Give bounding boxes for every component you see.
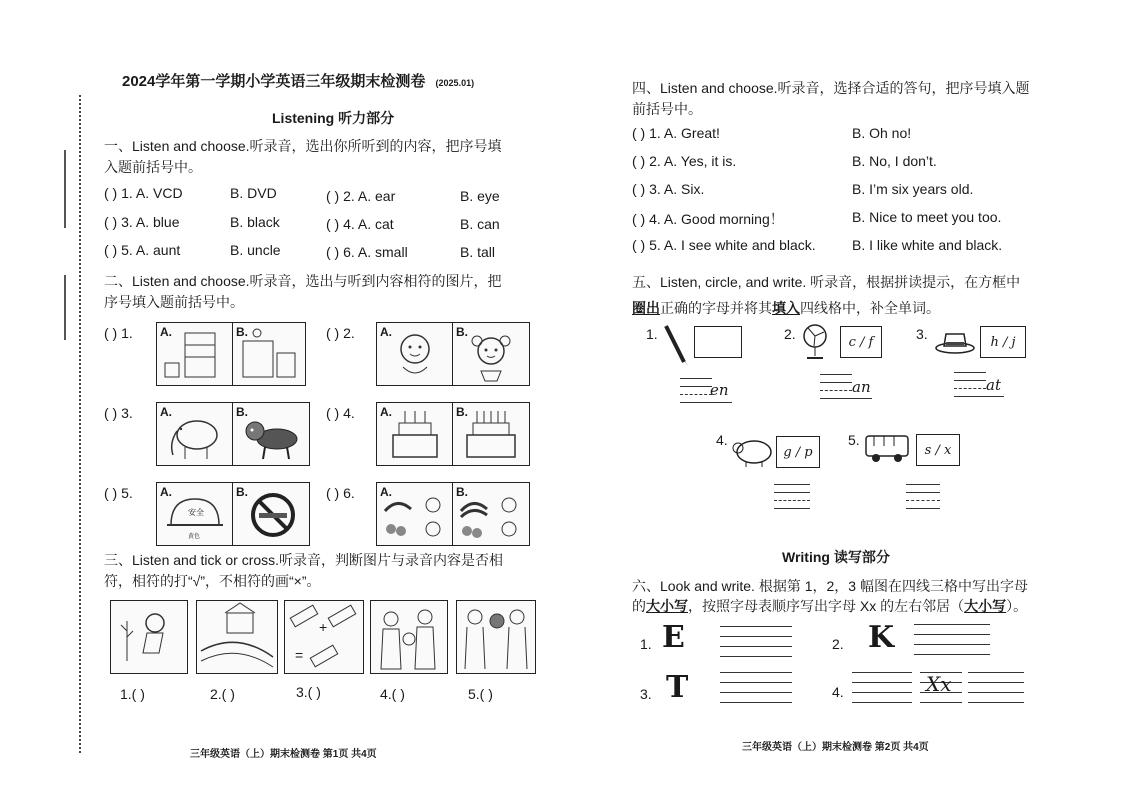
part5-item3-line4 xyxy=(954,396,1004,397)
part4-q5[interactable]: ( ) 5. A. I see white and black. xyxy=(632,237,816,253)
margin-line-mid xyxy=(64,275,66,340)
part5-item3-num: 3. xyxy=(916,326,928,342)
part3-answer-5[interactable]: 5.( ) xyxy=(468,686,493,702)
part5-item4-choice-box[interactable]: g / p xyxy=(776,436,820,468)
part3-answer-2[interactable]: 2.( ) xyxy=(210,686,235,702)
part6-item4-right-line1 xyxy=(968,672,1024,673)
part6-item4-left-line1 xyxy=(852,672,912,673)
part3-answer-1[interactable]: 1.( ) xyxy=(120,686,145,702)
part3-picture-4 xyxy=(370,600,448,674)
part1-q1-b: B. DVD xyxy=(230,185,277,201)
part5-item2-line2 xyxy=(820,382,852,383)
part1-q2-b: B. eye xyxy=(460,188,500,204)
part4-q3-b: B. I’m six years old. xyxy=(852,181,974,197)
part6-item1-line2 xyxy=(720,636,792,637)
part6-item2-line4 xyxy=(914,654,990,655)
part1-instruction-line1: 一、Listen and choose.听录音，选出你所听到的内容，把序号填 xyxy=(104,138,502,154)
part5-item2-choice-box[interactable]: c / f xyxy=(840,326,882,358)
part2-instruction-line2: 序号填入题前括号中。 xyxy=(104,294,244,310)
part6-instruction-line2: 的大小写，按照字母表顺序写出字母 Xx 的左右邻居（大小写）。 xyxy=(632,598,1028,614)
part5-instruction-line1: 五、Listen, circle, and write. 听录音，根据拼读提示，在方框中 xyxy=(632,274,1021,290)
part5-item3-ending: at xyxy=(986,376,1001,394)
part6-item1-line3 xyxy=(720,646,792,647)
part4-q5-b: B. I like white and black. xyxy=(852,237,1003,253)
part6-item1-letter: E xyxy=(662,620,685,655)
part5-item2-num: 2. xyxy=(784,326,796,342)
part2-q1[interactable]: ( ) 1. xyxy=(104,325,133,341)
part4-instruction-line1: 四、Listen and choose.听录音，选择合适的答句，把序号填入题 xyxy=(632,80,1030,96)
part2-q6-picture-b[interactable]: B. xyxy=(452,482,530,546)
part5-item4-line1 xyxy=(774,484,810,485)
part2-q5-picture-b[interactable]: B. xyxy=(232,482,310,546)
part6-item1-line4 xyxy=(720,656,792,657)
part5-item3-line2 xyxy=(954,380,986,381)
part2-q1-picture-a[interactable]: A. xyxy=(156,322,234,386)
exam-date: (2025.01) xyxy=(435,78,475,88)
family-icon xyxy=(371,601,447,673)
part6-item1-line1 xyxy=(720,626,792,627)
part5-item1-line1 xyxy=(680,378,712,379)
part5-item1-choice-box[interactable] xyxy=(694,326,742,358)
part5-item4-num: 4. xyxy=(716,432,728,448)
part2-q3-picture-a[interactable]: A. xyxy=(156,402,234,466)
part6-item4-right-line2 xyxy=(968,682,1024,683)
part5-item5-choice-box[interactable]: s / x xyxy=(916,434,960,466)
part6-item2-letter: K xyxy=(868,620,895,655)
part2-q3[interactable]: ( ) 3. xyxy=(104,405,133,421)
part1-q1[interactable]: ( ) 1. A. VCD xyxy=(104,185,183,201)
part5-item5-line4 xyxy=(906,508,940,509)
part6-item4-left-line4 xyxy=(852,702,912,703)
part4-q4[interactable]: ( ) 4. A. Good morning！ xyxy=(632,211,784,227)
part4-q2[interactable]: ( ) 2. A. Yes, it is. xyxy=(632,153,737,169)
part2-instruction-line1: 二、Listen and choose.听录音，选出与听到内容相符的图片，把 xyxy=(104,273,502,289)
part5-item5-line3 xyxy=(906,500,940,501)
writing-heading: Writing 读写部分 xyxy=(782,549,890,565)
part1-q6[interactable]: ( ) 6. A. small xyxy=(326,244,408,260)
part3-picture-3 xyxy=(284,600,364,674)
pen-icon xyxy=(660,322,690,368)
binding-dotted-line xyxy=(79,95,81,753)
part6-item3-letter: T xyxy=(666,670,689,705)
part6-item4-right-line3 xyxy=(968,692,1024,693)
part1-q2[interactable]: ( ) 2. A. ear xyxy=(326,188,396,204)
part6-item3-line3 xyxy=(720,692,792,693)
part5-item5-num: 5. xyxy=(848,432,860,448)
part5-item3-line3 xyxy=(954,388,986,389)
part4-q1[interactable]: ( ) 1. A. Great! xyxy=(632,125,720,141)
right-footer: 三年级英语（上）期末检测卷 第2页 共4页 xyxy=(742,742,929,753)
part5-item1-num: 1. xyxy=(646,326,658,342)
hat-icon xyxy=(934,330,976,356)
people-greeting-icon xyxy=(457,601,535,673)
part6-item4-letter: Xx xyxy=(926,672,952,696)
part2-q5-picture-a[interactable]: A. 安全 黄色 xyxy=(156,482,234,546)
part4-instruction-line2: 前括号中。 xyxy=(632,101,702,117)
part1-instruction-line2: 入题前括号中。 xyxy=(104,159,202,175)
part3-instruction-line2: 符，相符的打“√”，不相符的画“×”。 xyxy=(104,573,321,589)
part5-item3-line1 xyxy=(954,372,986,373)
part4-q1-b: B. Oh no! xyxy=(852,125,912,141)
part1-q4-b: B. can xyxy=(460,216,500,232)
part6-item4-mid-line4 xyxy=(920,702,962,703)
paint-plus-sign: + xyxy=(319,619,328,635)
part2-q4-picture-b[interactable]: B. xyxy=(452,402,530,466)
part4-q2-b: B. No, I don’t. xyxy=(852,153,937,169)
part6-item1-num: 1. xyxy=(640,636,652,652)
part6-item2-num: 2. xyxy=(832,636,844,652)
part2-q2[interactable]: ( ) 2. xyxy=(326,325,355,341)
part5-item1-ending: en xyxy=(710,381,729,399)
part5-item2-line1 xyxy=(820,374,852,375)
part2-q5[interactable]: ( ) 5. xyxy=(104,485,133,501)
part6-item2-line2 xyxy=(914,634,990,635)
part6-instruction-line1: 六、Look and write. 根据第 1，2，3 幅图在四线三格中写出字母 xyxy=(632,578,1028,594)
left-footer: 三年级英语（上）期末检测卷 第1页 共4页 xyxy=(190,749,377,760)
part4-q4-b: B. Nice to meet you too. xyxy=(852,209,1002,225)
part3-answer-3[interactable]: 3.( ) xyxy=(296,684,321,700)
part5-item2-line4 xyxy=(820,398,872,399)
part5-item4-line3 xyxy=(774,500,810,501)
margin-line-top xyxy=(64,150,66,228)
part5-item1-line4 xyxy=(680,402,732,403)
part5-item5-line2 xyxy=(906,492,940,493)
helmet-text: 安全 xyxy=(188,508,204,517)
part5-item3-choice-box[interactable]: h / j xyxy=(980,326,1026,358)
part2-q1-picture-b[interactable]: B. xyxy=(232,322,306,386)
part5-item4-line2 xyxy=(774,492,810,493)
part2-q2-picture-b[interactable]: B. xyxy=(452,322,530,386)
part2-q2-picture-a[interactable]: A. xyxy=(376,322,454,386)
part3-picture-1 xyxy=(110,600,188,674)
part3-answer-4[interactable]: 4.( ) xyxy=(380,686,405,702)
part6-item4-left-line3 xyxy=(852,692,912,693)
part6-item4-num: 4. xyxy=(832,684,844,700)
boy-planting-icon xyxy=(111,601,187,673)
part3-picture-2 xyxy=(196,600,278,674)
part3-instruction-line1: 三、Listen and tick or cross.听录音，判断图片与录音内容是否相 xyxy=(104,552,504,568)
part5-item1-line3 xyxy=(680,394,712,395)
part6-item3-num: 3. xyxy=(640,686,652,702)
part1-q3[interactable]: ( ) 3. A. blue xyxy=(104,214,180,230)
pig-icon xyxy=(730,434,776,468)
part1-q3-b: B. black xyxy=(230,214,280,230)
paint-equals-sign: = xyxy=(295,647,304,663)
part6-item2-line1 xyxy=(914,624,990,625)
part3-picture-5 xyxy=(456,600,536,674)
part2-q6-picture-a[interactable]: A. xyxy=(376,482,454,546)
listening-heading: Listening 听力部分 xyxy=(272,110,395,126)
part4-q3[interactable]: ( ) 3. A. Six. xyxy=(632,181,705,197)
exam-title: 2024学年第一学期小学英语三年级期末检测卷 (2025.01) xyxy=(122,73,475,90)
part1-q6-b: B. tall xyxy=(460,244,496,260)
part5-item5-line1 xyxy=(906,484,940,485)
part6-item4-right-line4 xyxy=(968,702,1024,703)
part5-item2-ending: an xyxy=(852,378,871,396)
village-river-icon xyxy=(197,601,277,673)
part6-item4-left-line2 xyxy=(852,682,912,683)
part5-item2-line3 xyxy=(820,390,852,391)
part5-item1-line2 xyxy=(680,386,712,387)
part6-item2-line3 xyxy=(914,644,990,645)
part1-q5[interactable]: ( ) 5. A. aunt xyxy=(104,242,181,258)
part6-item3-line1 xyxy=(720,672,792,673)
part2-q3-picture-b[interactable]: B. xyxy=(232,402,310,466)
part5-instruction-line2: 圈出正确的字母并将其填入四线格中，补全单词。 xyxy=(632,300,940,316)
part1-q5-b: B. uncle xyxy=(230,242,281,258)
fan-icon xyxy=(798,322,832,362)
part2-q6[interactable]: ( ) 6. xyxy=(326,485,355,501)
part2-q4[interactable]: ( ) 4. xyxy=(326,405,355,421)
part2-q4-picture-a[interactable]: A. xyxy=(376,402,454,466)
part1-q4[interactable]: ( ) 4. A. cat xyxy=(326,216,394,232)
helmet-subtext: 黄色 xyxy=(188,534,201,540)
bus-icon xyxy=(862,432,912,464)
part6-item3-line2 xyxy=(720,682,792,683)
part6-item3-line4 xyxy=(720,702,792,703)
part5-item4-line4 xyxy=(774,508,810,509)
